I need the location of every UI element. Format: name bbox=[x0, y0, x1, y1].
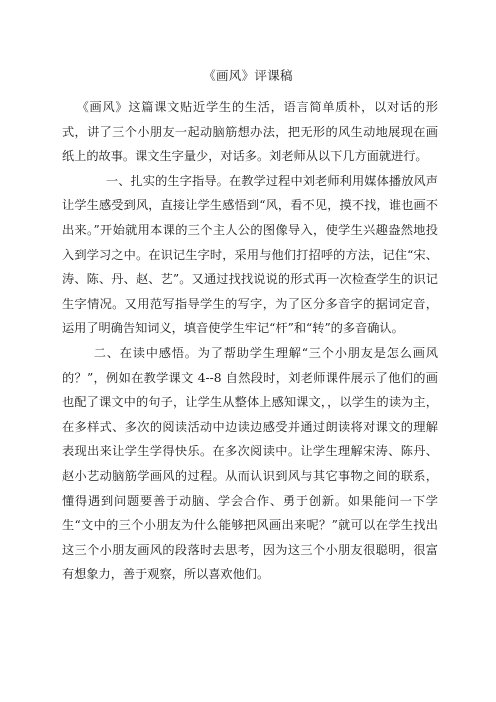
document-title: 《画风》评课稿 bbox=[203, 68, 293, 83]
document-body bbox=[62, 95, 438, 587]
paragraph-intro: 《画风》这篇课文贴近学生的生活，语言简单质朴，以对话的形式，讲了三个小朋友一起动脑筋想办法，把无形的风生动地展现在画纸上的故事。课文生字量少，对话多。刘老师从以下几方面就进行。 bbox=[62, 100, 438, 164]
paragraph-section-two: 二、在读中感悟。为了帮助学生理解“三个小朋友是怎么画风的？”，例如在教学课文 4--8 自然段时，刘老师课件展示了他们的画也配了课文中的句子，让学生从整体上感知课文，，以学生的读为主，在多样式、多次的阅读活动中边读边感受并通过朗读将对课文的理解表现出来让学生学得快乐。在多次阅读中。让学生理解宋涛、陈丹、赵小艺动脑筋学画风的过程。从而认识到风与其它事物之间的联系，懂得遇到问题要善于动脑、学会合作、勇于创新。如果能问一下学生“文中的三个小朋友为什么能够把风画出来呢？”就可以在学生找出这三个小朋友画风的段落时去思考，因为这三个小朋友很聪明，很富有想象力，善于观察，所以喜欢他们。 bbox=[62, 345, 438, 582]
paragraph-section-one: 一、扎实的生字指导。在教学过程中刘老师利用媒体播放风声让学生感受到风，直接让学生感悟到“风，看不见，摸不找，谁也画不出来。”开始就用本课的三个主人公的图像导入，使学生兴趣盎然地投入到学习之中。在识记生字时，采用与他们打招呼的方法，记住“宋、涛、陈、丹、赵、艺”。又通过找找说说的形式再一次检查学生的识记生字情况。又用范写指导学生的写字，为了区分多音字的据词定音，运用了明确告知词义，填音使学生牢记“杆”和“转”的多音确认。 bbox=[62, 173, 438, 336]
